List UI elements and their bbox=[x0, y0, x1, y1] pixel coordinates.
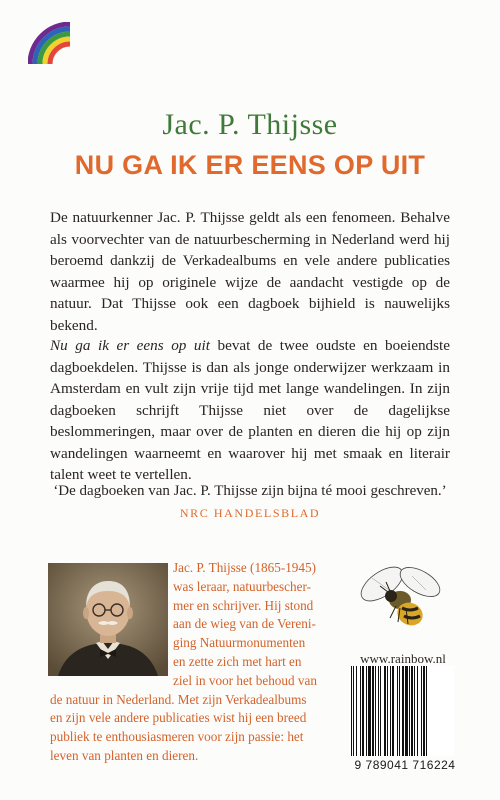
barcode-bar bbox=[360, 666, 361, 756]
barcode-bar bbox=[362, 666, 364, 756]
barcode-bar bbox=[353, 666, 354, 756]
quote-source: NRC HANDELSBLAD bbox=[179, 506, 321, 520]
barcode-bar bbox=[417, 666, 418, 756]
bio-line: leven van planten en dieren. bbox=[50, 747, 199, 763]
barcode-bar bbox=[402, 666, 404, 756]
book-title: NU GA IK ER EENS OP UIT bbox=[74, 150, 426, 180]
barcode-bar bbox=[426, 666, 427, 756]
bio-line: mer en schrijver. Hij stond bbox=[173, 597, 314, 613]
barcode-bar bbox=[351, 666, 352, 756]
barcode-bar bbox=[378, 666, 379, 756]
barcode-bar bbox=[368, 666, 371, 756]
description-paragraph-1: De natuurkenner Jac. P. Thijsse geldt als een fenomeen. Behalve als voorvechter van de natuurbescherming in Nederland werd hij beroemd dankzij de Verkadealbums en vele andere publicaties waarmee hij op originele wijze de aandacht vestigde op de natuur. Dat Thijsse ook een dagboek bijhield is nauwelijks bekend. bbox=[50, 209, 450, 334]
bee-icon bbox=[352, 562, 452, 637]
barcode-bar bbox=[411, 666, 413, 756]
barcode-bar bbox=[390, 666, 391, 756]
rainbow-icon bbox=[28, 22, 72, 66]
book-title-italic: Nu ga ik er eens op uit bbox=[50, 337, 210, 354]
bio-line: ziel in voor het behoud van bbox=[173, 672, 317, 688]
bio-line: publiek te enthousiasmeren voor zijn passie: het bbox=[50, 729, 304, 745]
bio-line: en zijn vele andere publicaties wist hij een breed bbox=[50, 710, 307, 726]
bio-line: de natuur in Nederland. Met zijn Verkadealbums bbox=[50, 691, 307, 707]
barcode-bar bbox=[387, 666, 388, 756]
barcode-bar bbox=[384, 666, 386, 756]
barcode-bar bbox=[421, 666, 422, 756]
barcode-bar bbox=[392, 666, 394, 756]
isbn-barcode bbox=[349, 666, 454, 756]
barcode-bar bbox=[397, 666, 398, 756]
bio-line: aan de wieg van de Vereni- bbox=[173, 616, 316, 632]
description-paragraph-2 bbox=[50, 335, 450, 486]
barcode-bar bbox=[399, 666, 400, 756]
bio-line: was leraar, natuurbescher- bbox=[173, 578, 311, 594]
barcode-bar bbox=[356, 666, 357, 756]
barcode-bar bbox=[366, 666, 367, 756]
publisher-website: www.rainbow.nl bbox=[360, 651, 446, 666]
bio-line: en zette zich met hart en bbox=[173, 653, 302, 669]
author-name: Jac. P. Thijsse bbox=[162, 108, 338, 141]
barcode-bar bbox=[380, 666, 381, 756]
isbn-digits: 9 789041 716224 bbox=[354, 758, 456, 772]
author-bio bbox=[50, 559, 316, 766]
barcode-bar bbox=[409, 666, 410, 756]
review-quote: ‘De dagboeken van Jac. P. Thijsse zijn bijna té mooi geschreven.’ bbox=[53, 483, 447, 499]
barcode-bar bbox=[414, 666, 415, 756]
barcode-bar bbox=[375, 666, 376, 756]
barcode-bar bbox=[372, 666, 374, 756]
bio-line: ging Natuurmonumenten bbox=[173, 635, 306, 651]
barcode-bar bbox=[423, 666, 425, 756]
bio-line: Jac. P. Thijsse (1865-1945) bbox=[173, 560, 316, 575]
barcode-bar bbox=[405, 666, 408, 756]
description-paragraph-2-text: bevat de twee oudste en boeiendste dagboekdelen. Thijsse is dan als jonge onderwijzer werkzaam in Amsterdam en vult zijn vrije tijd met lange wandelingen. In zijn dagboeken schrijft Thijsse niet over de dagelijkse beslommeringen, maar over de planten en dieren die hij op zijn wandelingen waarneemt en waarover hij met smaak en literair talent weet te vertellen. bbox=[50, 337, 450, 483]
